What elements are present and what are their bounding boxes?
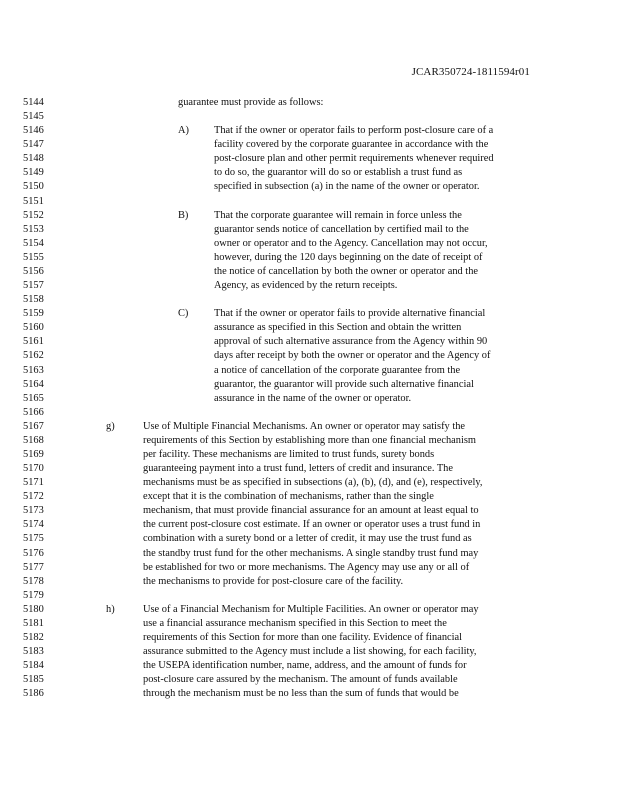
line-number: 5174 [23, 519, 44, 531]
line-number: 5147 [23, 139, 44, 151]
document-line [0, 532, 618, 546]
document-line [0, 476, 618, 490]
line-number: 5148 [23, 153, 44, 165]
line-number: 5185 [23, 674, 44, 686]
line-text: however, during the 120 days beginning on the date of receipt of [214, 251, 483, 263]
line-number: 5152 [23, 209, 44, 221]
line-number: 5144 [23, 97, 44, 108]
document-line [0, 547, 618, 561]
document-line [0, 589, 618, 603]
line-text: assurance as specified in this Section and obtain the written [214, 322, 462, 334]
line-text: assurance in the name of the owner or operator. [214, 392, 412, 404]
line-text: mechanisms must be as specified in subsections (a), (b), (d), and (e), respectively, [143, 477, 483, 489]
line-text: specified in subsection (a) in the name of the owner or operator. [214, 181, 480, 193]
subsection-marker: A) [178, 125, 189, 137]
document-line [0, 575, 618, 589]
document-line [0, 180, 618, 194]
document-line [0, 223, 618, 237]
line-number: 5169 [23, 449, 44, 460]
line-number: 5183 [23, 646, 44, 658]
line-number: 5168 [23, 434, 44, 446]
document-line [0, 504, 618, 518]
line-text: owner or operator and to the Agency. Cancellation may not occur, [214, 237, 488, 249]
document-line [0, 265, 618, 279]
document-line [0, 448, 618, 462]
line-text: That if the owner or operator fails to provide alternative financial [214, 308, 486, 320]
line-text: to do so, the guarantor will do so or establish a trust fund as [214, 167, 463, 179]
line-text: That the corporate guarantee will remain in force unless the [214, 209, 462, 221]
line-number: 5149 [23, 167, 44, 179]
line-number: 5146 [23, 125, 44, 137]
line-text: post-closure care assured by the mechanism. The amount of funds available [143, 674, 458, 686]
subsection-marker: B) [178, 209, 189, 221]
line-text: per facility. These mechanisms are limited to trust funds, surety bonds [143, 449, 435, 460]
line-text: except that it is the combination of mechanisms, rather than the single [143, 491, 434, 503]
document-line [0, 96, 618, 110]
line-number: 5184 [23, 660, 44, 672]
line-number: 5179 [23, 589, 44, 601]
document-line [0, 293, 618, 307]
document-line [0, 603, 618, 617]
document-line [0, 659, 618, 673]
document-line [0, 561, 618, 575]
line-text: the current post-closure cost estimate. If an owner or operator uses a trust fund in [143, 519, 481, 531]
line-number: 5157 [23, 280, 44, 292]
line-text: days after receipt by both the owner or operator and the Agency of [214, 350, 491, 362]
line-number: 5175 [23, 533, 44, 545]
document-line [0, 279, 618, 293]
document-line [0, 321, 618, 335]
line-number: 5180 [23, 603, 44, 615]
line-number: 5145 [23, 111, 44, 123]
line-number: 5150 [23, 181, 44, 193]
document-line [0, 335, 618, 349]
line-number: 5177 [23, 561, 44, 573]
line-text: guarantee must provide as follows: [178, 97, 324, 108]
document-line [0, 124, 618, 138]
line-text: approval of such alternative assurance from the Agency within 90 [214, 336, 488, 348]
line-text: requirements of this Section by establishing more than one financial mechanism [143, 434, 476, 446]
document-line [0, 434, 618, 448]
document-line [0, 152, 618, 166]
document-line [0, 392, 618, 406]
line-number: 5151 [23, 195, 44, 207]
document-line [0, 462, 618, 476]
line-text: the USEPA identification number, name, address, and the amount of funds for [143, 660, 467, 672]
line-text: Agency, as evidenced by the return receipts. [214, 280, 398, 292]
line-number: 5159 [23, 308, 44, 320]
line-text: guaranteeing payment into a trust fund, letters of credit and insurance. The [143, 463, 453, 475]
document-id-header: JCAR350724-1811594r01 [411, 66, 530, 78]
line-text: Use of a Financial Mechanism for Multiple Facilities. An owner or operator may [143, 603, 479, 615]
document-line [0, 251, 618, 265]
document-line [0, 237, 618, 251]
line-text: the notice of cancellation by both the owner or operator and the [214, 265, 478, 277]
line-number: 5181 [23, 617, 44, 629]
document-line [0, 490, 618, 504]
line-text: guarantor, the guarantor will provide such alternative financial [214, 378, 474, 390]
line-text: the standby trust fund for the other mechanisms. A single standby trust fund may [143, 547, 479, 559]
line-text: assurance submitted to the Agency must include a list showing, for each facility, [143, 646, 477, 658]
line-number: 5165 [23, 392, 44, 404]
line-text: use a financial assurance mechanism specified in this Section to meet the [143, 617, 447, 629]
line-text: requirements of this Section for more than one facility. Evidence of financial [143, 632, 463, 644]
line-text: combination with a surety bond or a letter of credit, it may use the trust fund as [143, 533, 472, 545]
line-number: 5166 [23, 406, 44, 418]
line-text: That if the owner or operator fails to perform post-closure care of a [214, 125, 494, 137]
line-text: through the mechanism must be no less than the sum of funds that would be [143, 688, 459, 700]
document-line [0, 406, 618, 420]
document-line [0, 687, 618, 701]
line-number: 5162 [23, 350, 44, 362]
document-line [0, 166, 618, 180]
line-number: 5171 [23, 477, 44, 489]
subsection-marker: h) [106, 603, 115, 615]
document-line [0, 645, 618, 659]
line-number: 5160 [23, 322, 44, 334]
document-line [0, 378, 618, 392]
document-line [0, 617, 618, 631]
line-text: Use of Multiple Financial Mechanisms. An owner or operator may satisfy the [143, 420, 466, 432]
line-number: 5164 [23, 378, 44, 390]
subsection-marker: g) [106, 420, 115, 432]
line-text: facility covered by the corporate guarantee in accordance with the [214, 139, 489, 151]
line-number: 5167 [23, 420, 44, 432]
document-line [0, 518, 618, 532]
document-line [0, 349, 618, 363]
document-line [0, 307, 618, 321]
line-text: a notice of cancellation of the corporate guarantee from the [214, 364, 461, 376]
document-line [0, 420, 618, 434]
line-number: 5176 [23, 547, 44, 559]
line-number: 5156 [23, 265, 44, 277]
subsection-marker: C) [178, 308, 189, 320]
line-number: 5172 [23, 491, 44, 503]
line-number: 5161 [23, 336, 44, 348]
line-number: 5154 [23, 237, 44, 249]
line-text: guarantor sends notice of cancellation by certified mail to the [214, 223, 469, 235]
line-number: 5186 [23, 688, 44, 700]
document-line [0, 673, 618, 687]
line-text: mechanism, that must provide financial assurance for an amount at least equal to [143, 505, 479, 517]
document-line [0, 195, 618, 209]
line-number: 5163 [23, 364, 44, 376]
line-number: 5158 [23, 294, 44, 306]
document-line [0, 364, 618, 378]
line-number: 5153 [23, 223, 44, 235]
line-number: 5173 [23, 505, 44, 517]
document-line [0, 209, 618, 223]
line-text: be established for two or more mechanisms. The Agency may use any or all of [143, 561, 470, 573]
line-number: 5170 [23, 463, 44, 475]
document-line [0, 110, 618, 124]
document-line [0, 138, 618, 152]
line-text: post-closure plan and other permit requirements whenever required [214, 153, 494, 165]
line-number: 5155 [23, 251, 44, 263]
line-number: 5182 [23, 632, 44, 644]
line-number: 5178 [23, 575, 44, 587]
line-text: the mechanisms to provide for post-closure care of the facility. [143, 575, 404, 587]
document-line [0, 631, 618, 645]
